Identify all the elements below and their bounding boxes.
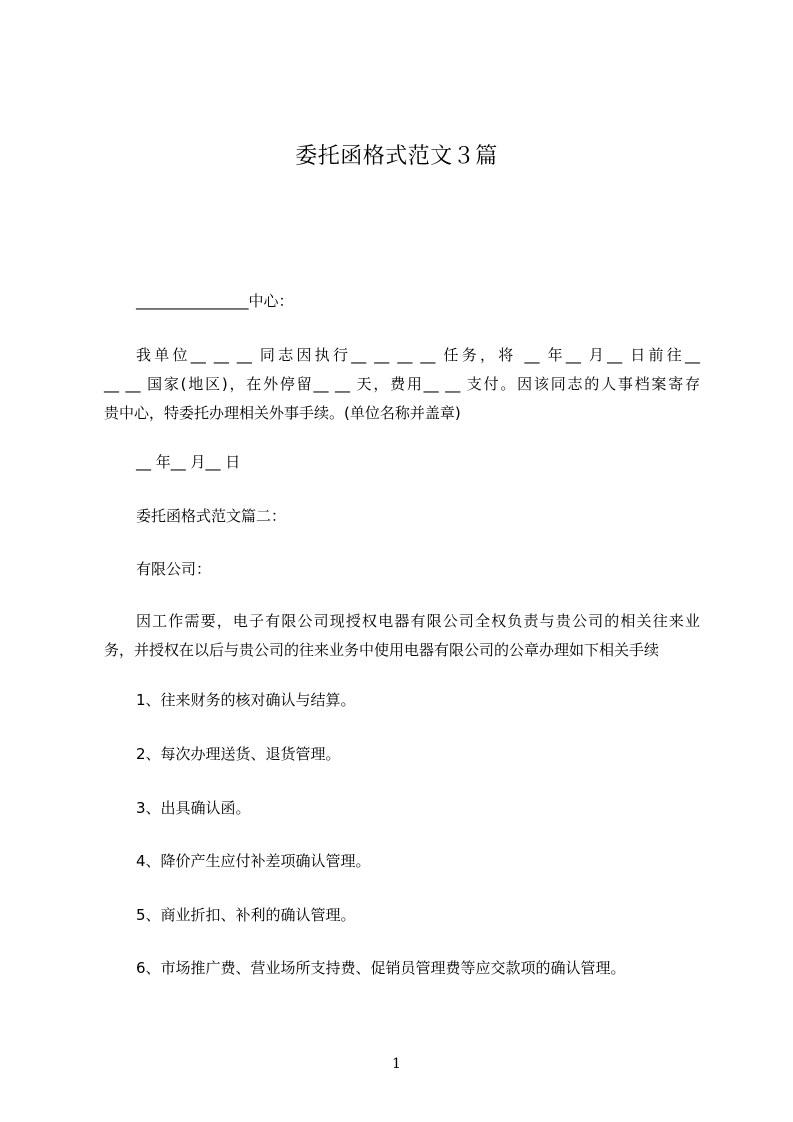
letter2-body-line: 因工作需要，电子有限公司现授权电器有限公司全权负责与贵公司的相关往来业: [136, 612, 700, 630]
letter1-body-line: 贵中心，特委托办理相关外事手续。(单位名称并盖章): [104, 404, 461, 422]
letter1-body: [104, 341, 700, 428]
list-item: 5、商业折扣、补利的确认管理。: [136, 906, 356, 924]
document-title: 委托函格式范文３篇: [295, 144, 498, 169]
letter1-date: __ 年__ 月__ 日: [136, 453, 241, 471]
list-item: 1、往来财务的核对确认与结算。: [136, 691, 356, 709]
list-item: 6、市场推广费、营业场所支持费、促销员管理费等应交款项的确认管理。: [136, 959, 626, 977]
list-item: 3、出具确认函。: [136, 799, 251, 817]
letter2-heading: 委托函格式范文篇二：: [136, 507, 287, 525]
page-number: 1: [392, 1056, 401, 1072]
letter2-addressee: 有限公司：: [136, 560, 212, 578]
letter1-body-line: __ __ 国家(地区)，在外停留__ __ 天，费用__ __ 支付。因该同志的人事档案寄存: [104, 375, 700, 393]
letter2-body: [104, 607, 700, 665]
list-item: 2、每次办理送货、退货管理。: [136, 745, 341, 763]
letter2-body-line: 务，并授权在以后与贵公司的往来业务中使用电器有限公司的公章办理如下相关手续: [104, 641, 660, 659]
letter1-addressee: _______________中心：: [136, 292, 294, 310]
list-item: 4、降价产生应付补差项确认管理。: [136, 852, 371, 870]
letter1-body-line: 我单位__ __ __ 同志因执行__ __ __ __ 任务，将 __ 年__ 月__ 日前往__: [136, 346, 700, 364]
